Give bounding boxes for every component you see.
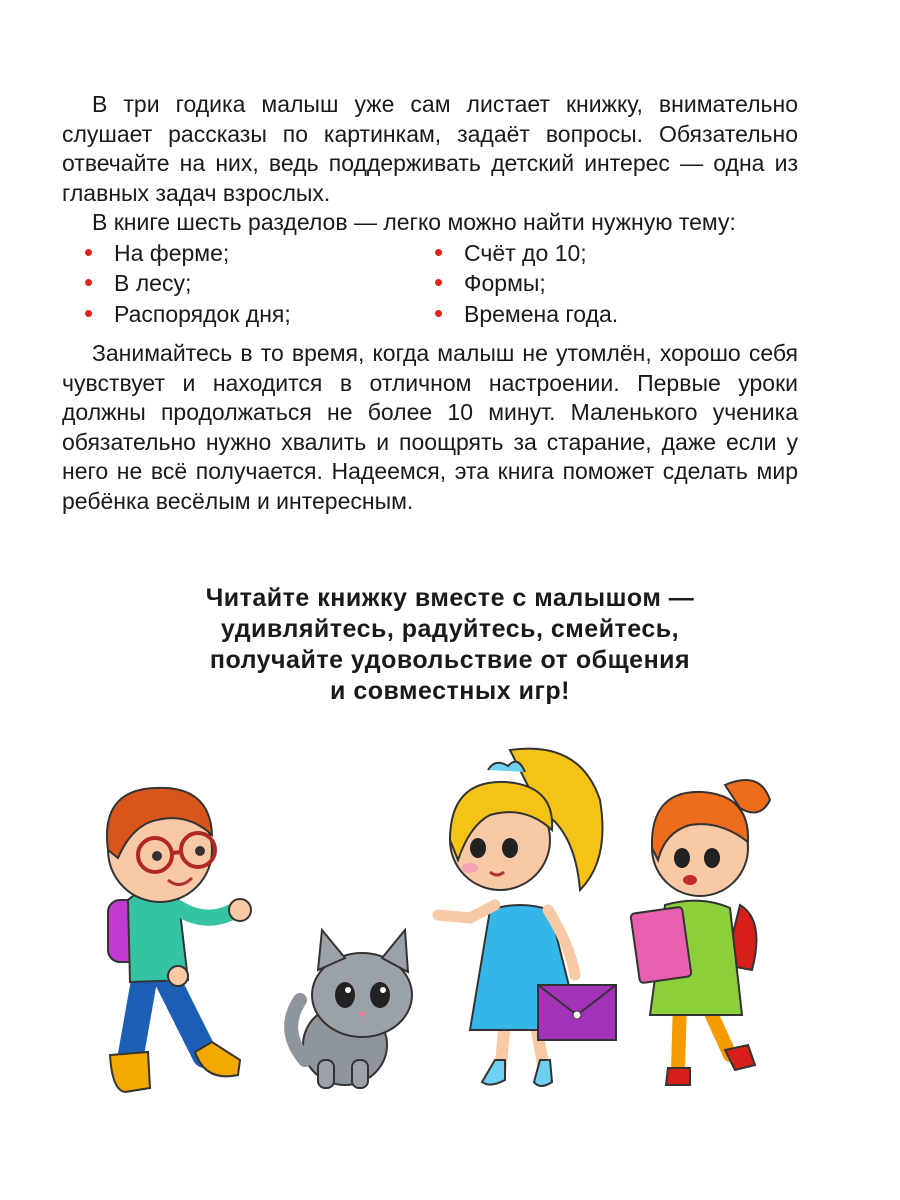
callout-line: и совместных игр! <box>330 677 570 705</box>
callout-line: Читайте книжку вместе с малышом — <box>205 584 695 612</box>
kitten-figure <box>291 930 412 1088</box>
body-text <box>62 90 798 516</box>
sections-list <box>62 238 798 330</box>
list-item: • Формы; <box>434 267 546 297</box>
list-item: • Счёт до 10; <box>434 236 587 267</box>
boy-figure <box>107 788 251 1092</box>
list-item: • На ферме; <box>84 236 230 267</box>
children-illustration <box>0 730 900 1130</box>
bullet-icon: • <box>434 267 444 297</box>
list-item: • В лесу; <box>84 267 192 297</box>
redhead-girl-figure <box>630 780 770 1085</box>
callout-line: получайте удовольствие от общения <box>209 646 691 674</box>
bullet-icon: • <box>84 236 94 267</box>
callout-line: удивляйтесь, радуйтесь, смейтесь, <box>220 615 680 643</box>
bullet-icon: • <box>84 267 94 297</box>
list-item: • Распорядок дня; <box>84 297 291 328</box>
paragraph-advice: Занимайтесь в то время, когда малыш не утомлён, хорошо себя чувствует и находится в отличном настроении. Первые уроки должны продолжаться не более 10 минут. Маленького ученика обязательно нужно хвалить и поощрять за старание, даже если у него не всё получается. Надеемся, эта книга поможет сделать мир ребёнка весёлым и интересным. <box>62 340 798 514</box>
bullet-icon: • <box>84 297 94 328</box>
blonde-girl-figure <box>438 749 616 1086</box>
paragraph-intro: В три годика малыш уже сам листает книжку, внимательно слушает рассказы по картинкам, задаёт вопросы. Обязательно отвечайте на них, ведь поддерживать детский интерес — одна из главных задач взрослых. <box>62 91 798 206</box>
bullet-icon: • <box>434 297 444 328</box>
bullet-icon: • <box>434 236 444 267</box>
list-item: • Времена года. <box>434 297 619 328</box>
callout-text <box>110 583 790 707</box>
paragraph-sections: В книге шесть разделов — легко можно найти нужную тему: <box>92 209 736 235</box>
